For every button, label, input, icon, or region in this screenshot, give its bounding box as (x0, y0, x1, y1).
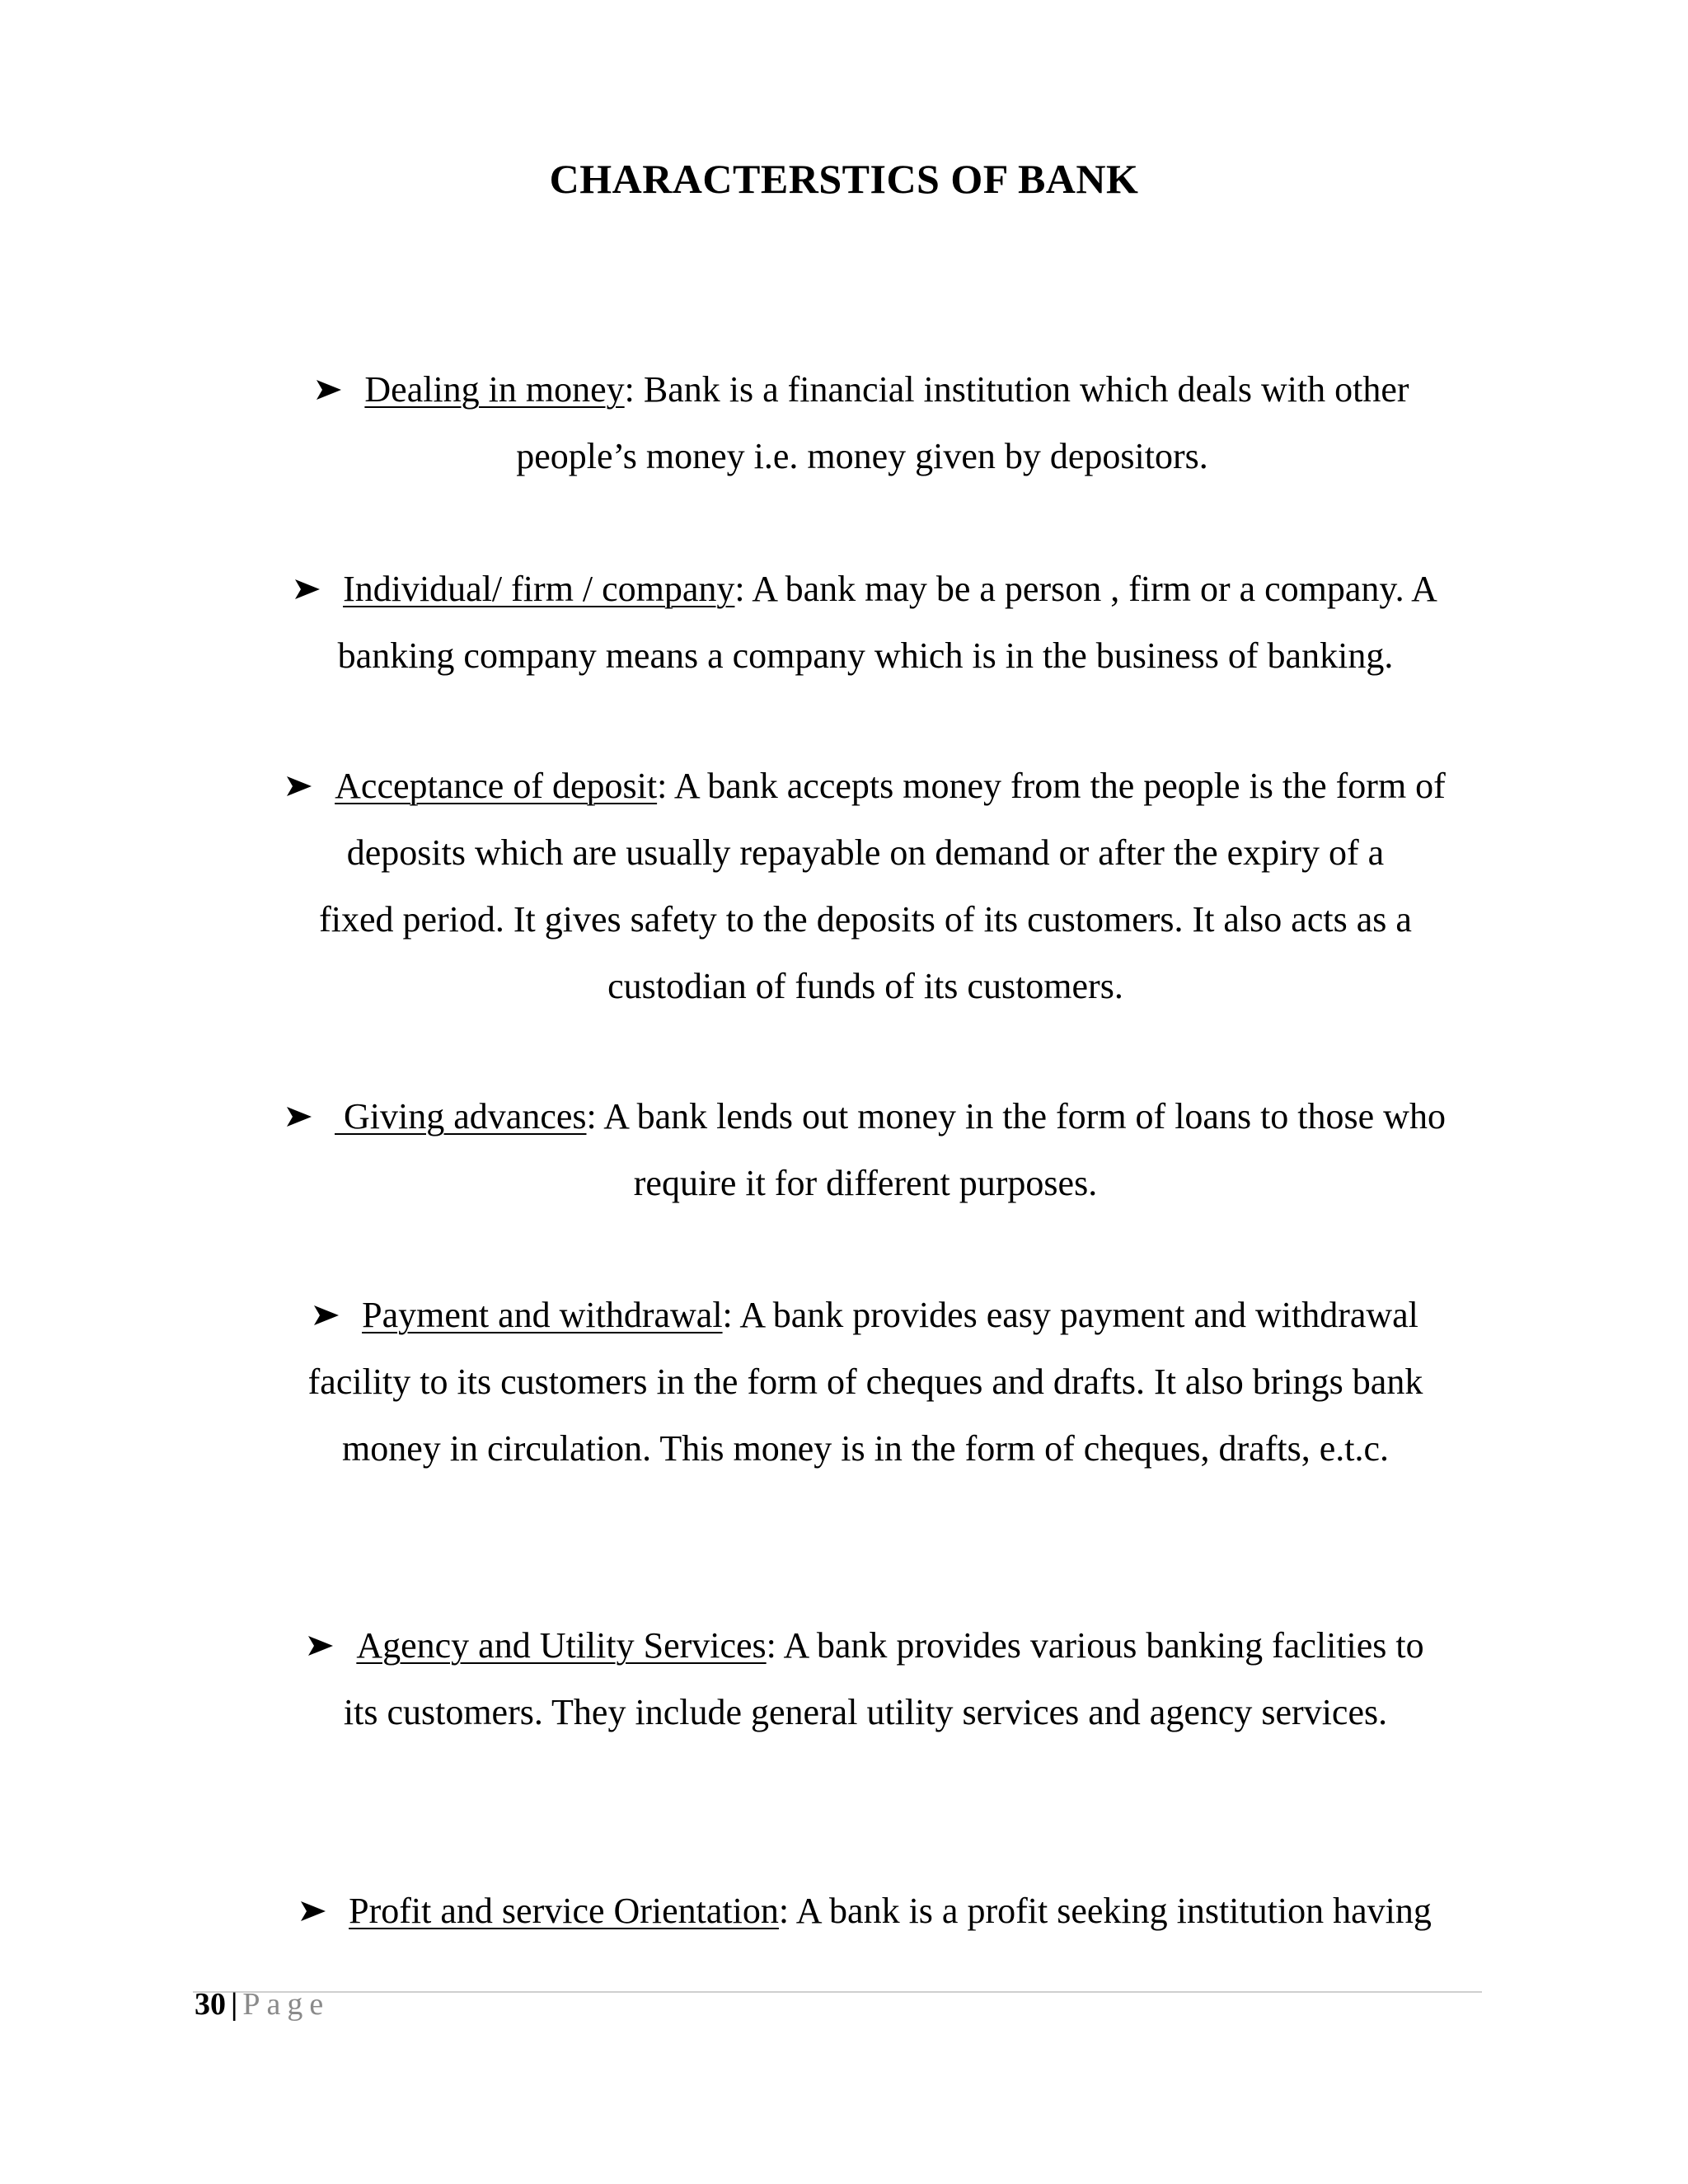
item-text: : A bank provides easy payment and withdrawal (722, 1295, 1418, 1335)
footer-separator: | (231, 1987, 238, 2022)
arrow-bullet-icon (285, 774, 313, 799)
list-item-first-line (285, 356, 1439, 423)
item-text: : A bank provides various banking faclities to (766, 1625, 1424, 1666)
footer-divider (193, 1991, 1482, 1993)
item-continuation-line: money in circulation. This money is in the form of cheques, drafts, e.t.c. (342, 1428, 1389, 1469)
page-number: 30 (195, 1987, 226, 2022)
item-continuation-line: require it for different purposes. (633, 1163, 1098, 1203)
item-text: : A bank is a profit seeking institution having (778, 1891, 1432, 1931)
page-title: CHARACTERSTICS OF BANK (549, 156, 1139, 202)
item-heading: Giving advances (335, 1096, 587, 1137)
page-footer (195, 1980, 330, 2029)
item-text: : A bank may be a person , firm or a company. A (734, 569, 1437, 609)
item-heading: Individual/ firm / company (343, 569, 735, 609)
item-continuation-line: fixed period. It gives safety to the deposits of its customers. It also acts as a (319, 899, 1412, 940)
item-text: : Bank is a financial institution which deals with other (624, 369, 1409, 410)
list-item (247, 555, 1484, 689)
arrow-bullet-icon (293, 577, 321, 602)
arrow-bullet-icon (307, 1633, 335, 1658)
item-heading: Payment and withdrawal (362, 1295, 723, 1335)
arrow-bullet-icon (312, 1303, 340, 1328)
list-item-first-line (247, 752, 1484, 819)
list-item (247, 752, 1484, 1019)
list-item (247, 1282, 1484, 1482)
list-item-first-line (247, 1877, 1484, 1944)
item-continuation-line: its customers. They include general utility services and agency services. (343, 1692, 1388, 1732)
list-item (285, 356, 1439, 490)
list-item-first-line (247, 1612, 1484, 1679)
item-heading: Dealing in money (364, 369, 625, 410)
arrow-bullet-icon (285, 1104, 313, 1129)
item-heading: Acceptance of deposit (335, 766, 658, 806)
item-text: : A bank accepts money from the people is the form of (657, 766, 1446, 806)
list-item-first-line (247, 555, 1484, 622)
page-label: Page (242, 1987, 331, 2022)
list-item (247, 1083, 1484, 1216)
arrow-bullet-icon (315, 377, 343, 402)
list-item (247, 1877, 1484, 1944)
item-text: : A bank lends out money in the form of loans to those who (586, 1096, 1446, 1137)
item-heading: Profit and service Orientation (349, 1891, 779, 1931)
arrow-bullet-icon (299, 1899, 327, 1924)
list-item (247, 1612, 1484, 1746)
item-continuation-line: banking company means a company which is in the business of banking. (337, 635, 1394, 676)
item-continuation-line: people’s money i.e. money given by depositors. (516, 436, 1208, 476)
list-item-first-line (247, 1282, 1484, 1348)
list-item-first-line (247, 1083, 1484, 1150)
item-continuation-line: facility to its customers in the form of cheques and drafts. It also brings bank (307, 1361, 1423, 1402)
item-continuation-line: custodian of funds of its customers. (607, 966, 1123, 1006)
item-heading: Agency and Utility Services (356, 1625, 767, 1666)
item-continuation-line: deposits which are usually repayable on demand or after the expiry of a (346, 832, 1385, 873)
